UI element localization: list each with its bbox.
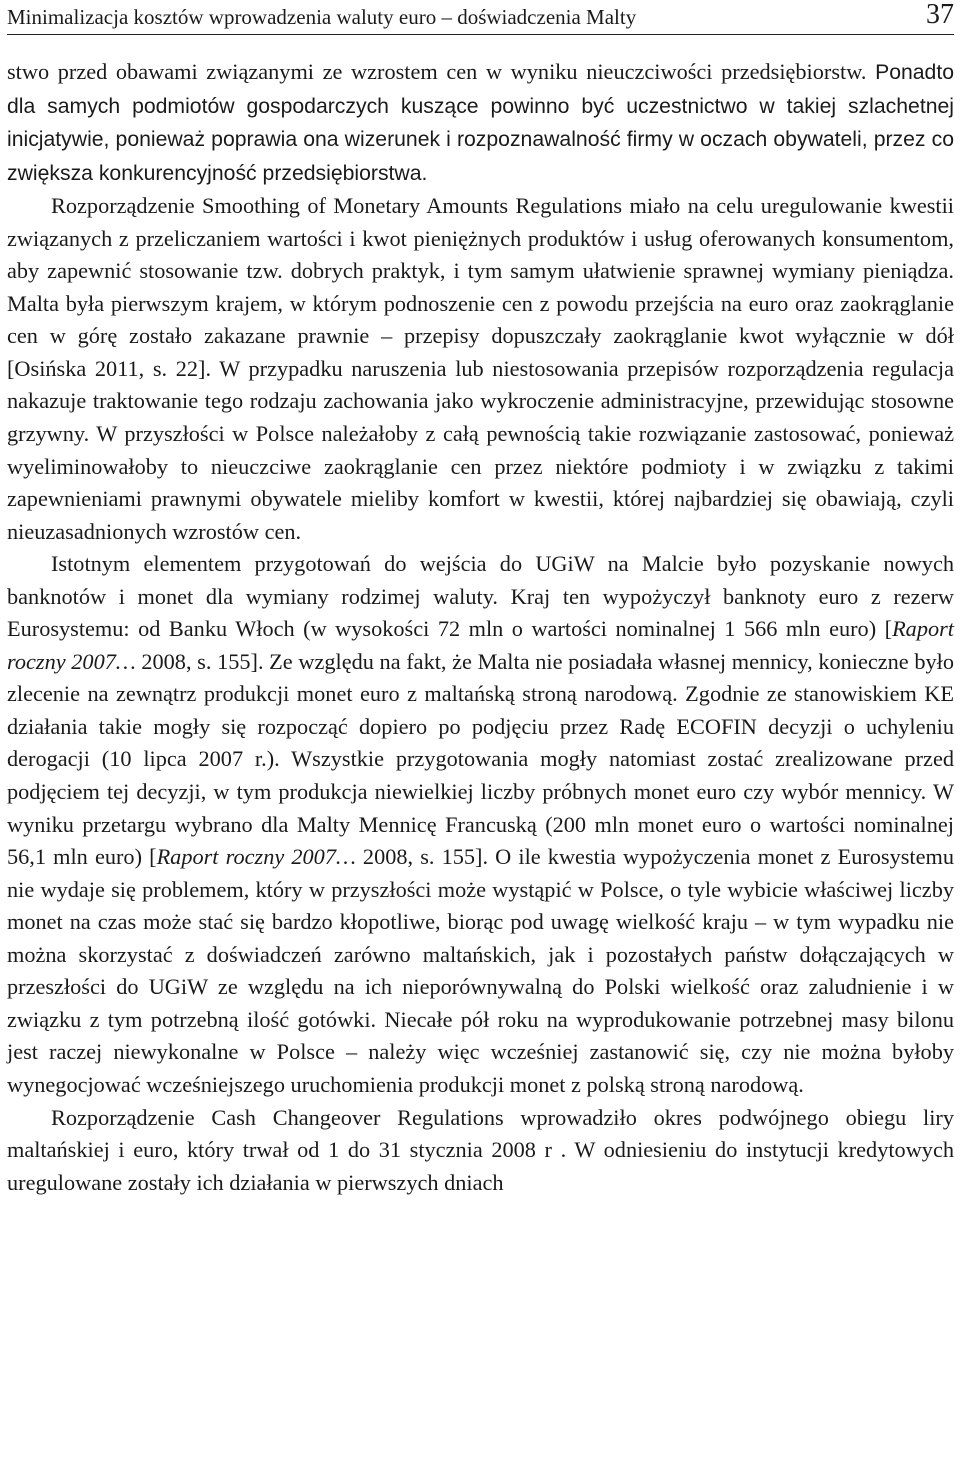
document-page: [7, 0, 954, 1199]
paragraph-3-part-c: 2008, s. 155]. O ile kwestia wypożyczenia monet z Eurosystemu nie wydaje się problemem, który w przyszłości może wystąpić w Polsce, o tyle wybicie właściwej liczby monet na czas może stać się bardzo kłopotliwe, biorąc pod uwagę wielkość kraju – w tym wypadku nie można skorzystać z doświadczeń zarówno maltańskich, jak i pozostałych państw dołączających w przeszłości do UGiW ze względu na ich nieporównywalną do Polski wielkość oraz zaludnienie i w związku z tym potrzebną ilość gotówki. Niecałe pół roku na wyprodukowanie potrzebnej masy bilonu jest raczej niewykonalne w Polsce – należy więc wcześniej zastanowić się, czy nie można byłoby wynegocjować wcześniejszego uruchomienia produkcji monet z polską stroną narodową.: [7, 844, 954, 1097]
paragraph-3: [7, 548, 954, 1101]
citation-raport-roczny-1: Raport roczny 2007…: [7, 616, 954, 674]
paragraph-3-part-b: 2008, s. 155]. Ze względu na fakt, że Malta nie posiadała własnej mennicy, konieczne było zlecenie na zewnątrz produkcji monet euro z maltańską stroną narodową. Zgodnie ze stanowiskiem KE działania takie mogły się rozpocząć dopiero po podjęciu przez Radę ECOFIN decyzji o uchyleniu derogacji (10 lipca 2007 r.). Wszystkie przygotowania mogły natomiast zostać zrealizowane przed podjęciem tej decyzji, w tym produkcja niewielkiej liczby próbnych monet euro czy wybór mennicy. W wyniku przetargu wybrano dla Malty Mennicę Francuską (200 mln monet euro o wartości nominalnej 56,1 mln euro) [: [7, 648, 954, 870]
citation-raport-roczny-2: Raport roczny 2007…: [156, 844, 356, 870]
page-number: 37: [926, 0, 954, 30]
paragraph-1-part-a: stwo przed obawami związanymi ze wzrostem cen w wyniku nieuczciwości przedsiębiorstw.: [7, 59, 876, 84]
paragraph-1: [7, 56, 954, 190]
running-header: [7, 0, 954, 35]
paragraph-2: [7, 190, 954, 548]
paragraph-4: [7, 1102, 954, 1200]
paragraph-1-part-b: Ponadto dla samych podmiotów gospodarczych kuszące powinno być uczestnictwo w takiej szlachetnej inicjatywie, ponieważ poprawia ona wizerunek i rozpoznawalność firmy w oczach obywateli, przez co zwiększa konkurencyjność przedsiębiorstwa.: [7, 61, 954, 185]
paragraph-2-text: Rozporządzenie Smoothing of Monetary Amounts Regulations miało na celu uregulowanie kwestii związanych z przeliczaniem wartości i kwot pieniężnych produktów i usług oferowanych konsumentom, aby zapewnić stosowanie tzw. dobrych praktyk, i tym samym ułatwienie sprawnej wymiany pieniądza. Malta była pierwszym krajem, w którym podnoszenie cen z powodu przejścia na euro oraz zaokrąglanie cen w górę zostało zakazane prawnie – przepisy dopuszczały zaokrąglanie kwot wyłącznie w dół [Osińska 2011, s. 22]. W przypadku naruszenia lub niestosowania przepisów rozporządzenia regulacja nakazuje traktowanie tego rodzaju zachowania jako wykroczenie administracyjne, przewidując stosowne grzywny. W przyszłości w Polsce należałoby z całą pewnością takie rozwiązanie zastosować, ponieważ wyeliminowałoby to nieuczciwe zaokrąglanie cen przez niektóre podmioty i w związku z takimi zapewnieniami prawnymi obywatele mieliby komfort w kwestii, której najbardziej się obawiają, czyli nieuzasadnionych wzrostów cen.: [7, 193, 954, 544]
paragraph-3-part-a: Istotnym elementem przygotowań do wejścia do UGiW na Malcie było pozyskanie nowych banknotów i monet dla wymiany rodzimej waluty. Kraj ten wypożyczył banknoty euro z rezerw Eurosystemu: od Banku Włoch (w wysokości 72 mln o wartości nominalnej 1 566 mln euro) [: [7, 551, 954, 642]
body-text: [7, 56, 954, 1199]
running-title: Minimalizacja kosztów wprowadzenia waluty euro – doświadczenia Malty: [7, 5, 637, 29]
paragraph-4-text: Rozporządzenie Cash Changeover Regulations wprowadziło okres podwójnego obiegu liry maltańskiej i euro, który trwał od 1 do 31 stycznia 2008 r . W odniesieniu do instytucji kredytowych uregulowane zostały ich działania w pierwszych dniach: [7, 1104, 954, 1195]
